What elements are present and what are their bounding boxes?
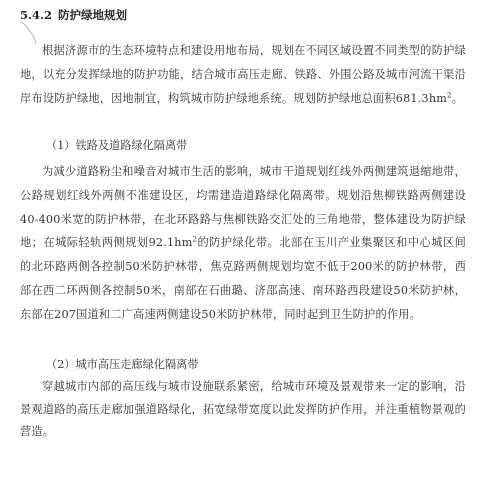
section-number: 5.4.2: [20, 8, 53, 22]
railway-unit-superscript: 2: [192, 235, 198, 244]
intro-unit-superscript: 2: [447, 90, 452, 99]
intro-text-end: 。: [451, 91, 464, 105]
railway-text-b: 的防护绿化带。北部在玉川产业集聚区和中心城区间的北环路两侧各控制50米防护林带，焦克路两侧规划均宽不低于200米的防护林带，西部在西二环两侧各控制50米，南部在石曲璐、济邵高速、南环路西段建设50米防护林，东部在207国道和二广高速两侧建设50米防护林带，同时起到卫生防护的作用。: [20, 236, 466, 321]
intro-text: 根据济源市的生态环境特点和建设用地布局，规划在不同区域设置不同类型的防护绿地，以充分发挥绿地的防护功能，结合城市高压走廊、铁路、外围公路及城市河流干渠沿岸布设防护绿地，因地制宜，构筑城市防护绿地系统。规划防护绿地总面积681.3hm: [20, 44, 466, 105]
railway-paragraph: [20, 160, 466, 327]
powerline-paragraph: [20, 376, 466, 444]
powerline-subheading: （2）城市高压走廊绿化隔离带: [46, 358, 199, 371]
railway-subheading: （1）铁路及道路绿化隔离带: [46, 139, 188, 152]
section-heading: [20, 6, 127, 24]
powerline-text: 穿越城市内部的高压线与城市设施联系紧密，给城市环境及景观带来一定的影响，沿景观道路的高压走廊加强道路绿化，拓宽绿带宽度以此发挥防护作用，并注重植物景观的营造。: [20, 380, 466, 438]
railway-text-a: 为减少道路粉尘和噪音对城市生活的影响，城市干道规划红线外两侧建筑退缩地带，公路规划红线外两侧不准建设区，均需建造道路绿化隔离带。规划沿焦柳铁路两侧建设40-400米宽的防护林带，在北环路路与焦柳铁路交汇处的三角地带，整体建设为防护绿地；在城际轻轨两侧规划92.1hm: [20, 165, 466, 250]
section-title: 防护绿地规划: [58, 8, 128, 22]
intro-paragraph: [20, 39, 466, 110]
